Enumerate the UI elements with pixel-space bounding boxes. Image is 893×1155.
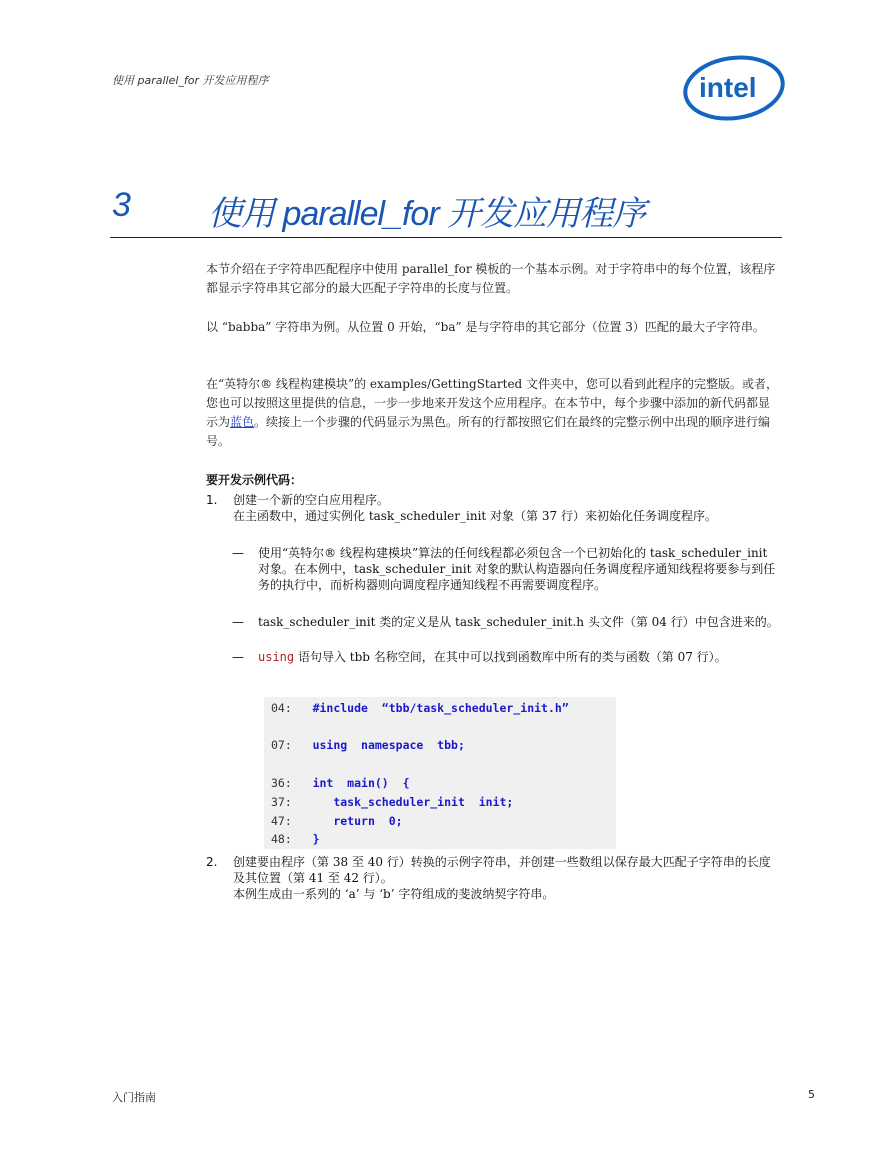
code-text: #include “tbb/task_scheduler_init.h” [312,701,569,715]
code-line [271,795,513,809]
line-number: 37: [271,795,292,809]
page-number: 5 [808,1088,815,1101]
code-text: using namespace tbb; [312,738,465,752]
code-line [271,776,410,790]
intro-paragraph: 本节介绍在子字符串匹配程序中使用 parallel_for 模板的一个基本示例。对于字符串中的每个位置，该程序都显示字符串其它部分的最大匹配子字符串的长度与位置。 [206,262,776,295]
line-number: 07: [271,738,292,752]
dash-bullet: — [232,615,244,629]
chapter-title: 使用 parallel_for 开发应用程序 [208,195,646,233]
sub-item-2 [232,614,780,646]
location-text-a: 在“英特尔® 线程构建模块”的 examples/GettingStarted 文件夹中，您可以看到此程序的完整版。或者，您也可以按照这里提供的信息，一步一步地来开发这个应用程序。在本节中，每个步骤中添加的新代码都显示为 [206,377,779,429]
example-paragraph: 以 “babba” 字符串为例。从位置 0 开始，“ba” 是与字符串的其它部分（位置 3）匹配的最大子字符串。 [206,320,765,334]
steps-heading: 要开发示例代码： [206,473,303,487]
code-line [271,814,403,828]
location-paragraph [206,375,780,451]
line-number: 48: [271,832,292,846]
step-line: 创建一个新的空白应用程序。 [233,493,390,507]
code-text: task_scheduler_init init; [312,795,514,809]
line-number: 04: [271,701,292,715]
logo-text: intel [699,72,757,103]
sub-item-text: 使用“英特尔® 线程构建模块”算法的任何线程都必须包含一个已初始化的 task_scheduler_init 对象。在本例中，task_scheduler_init 对象的默认构造器向任务调度程序通知线程将要参与到任务的执行中，而析构器则向调度程序通知线程不再需要调度程序。 [258,546,776,592]
step-line: 创建要由程序（第 38 至 40 行）转换的示例字符串，并创建一些数组以保存最大匹配子字符串的长度及其位置（第 41 至 42 行）。 [233,855,771,885]
step-line: 在主函数中，通过实例化 task_scheduler_init 对象（第 37 行）来初始化任务调度程序。 [233,509,717,523]
code-text: int main() { [312,776,410,790]
step-2 [206,854,780,906]
step-1 [206,492,780,540]
running-header: 使用 parallel_for 开发应用程序 [112,74,269,87]
line-number: 47: [271,814,292,828]
code-line [271,832,320,846]
using-keyword: using [258,650,295,664]
sub-item-text [258,649,780,665]
code-text: return 0; [312,814,403,828]
location-text-b: 。续接上一个步骤的代码显示为黑色。所有的行都按照它们在最终的完整示例中出现的顺序进行编号。 [206,415,771,448]
sub-item-text: task_scheduler_init 类的定义是从 task_scheduler_init.h 头文件（第 04 行）中包含进来的。 [258,615,779,629]
footer-title: 入门指南 [112,1091,156,1104]
blue-link[interactable]: 蓝色 [230,415,255,429]
line-number: 36: [271,776,292,790]
step-text [233,492,773,524]
code-line [271,701,569,715]
title-divider [110,237,782,238]
chapter-number: 3 [112,186,131,224]
sub-item-1 [232,545,780,609]
code-text: } [312,832,320,846]
intel-logo [682,52,786,122]
step-number: 2. [206,855,218,869]
sub-item-rest: 语句导入 tbb 名称空间，在其中可以找到函数库中所有的类与函数（第 07 行）。 [294,650,727,664]
dash-bullet: — [232,650,244,664]
sub-item-3 [232,649,780,681]
step-number: 1. [206,493,218,507]
code-block [264,697,616,849]
step-text [233,854,773,902]
code-line [271,738,465,752]
step-line: 本例生成由一系列的 ‘a’ 与 ‘b’ 字符组成的斐波纳契字符串。 [233,887,555,901]
dash-bullet: — [232,546,244,560]
